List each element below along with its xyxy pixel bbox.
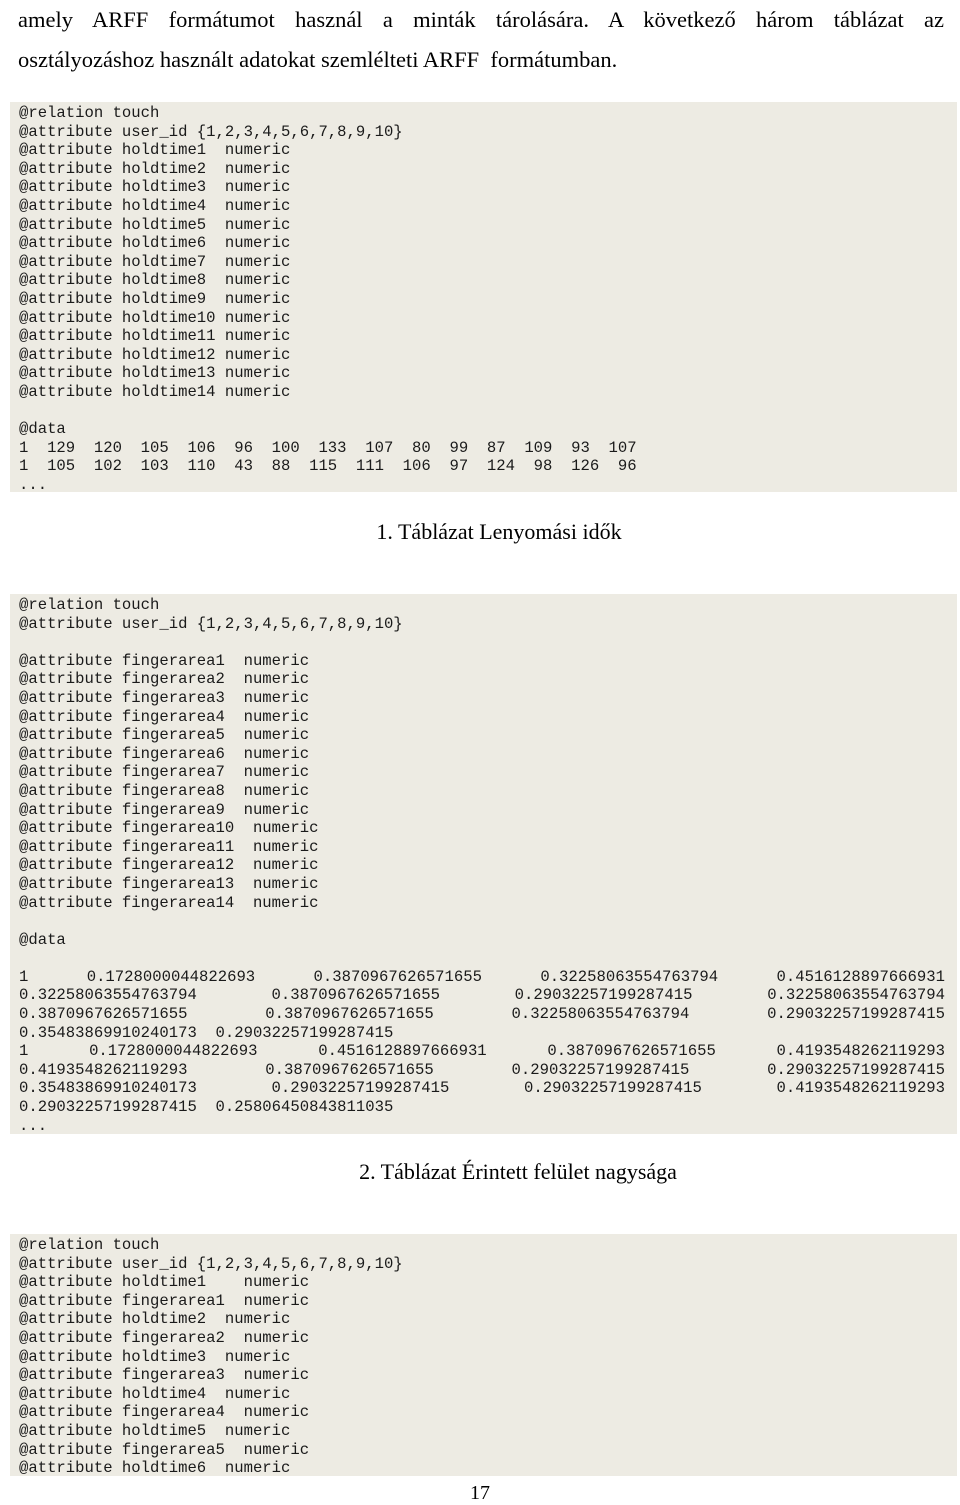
code-line: @attribute fingerarea4 numeric: [19, 707, 310, 726]
data-cell: 0.3870967626571655: [271, 986, 440, 1005]
code-line: @attribute fingerarea1 numeric: [19, 1291, 310, 1310]
data-cell: 0.32258063554763794: [767, 986, 945, 1005]
data-cell: 0.32258063554763794: [511, 1005, 690, 1024]
data-row: [19, 1005, 957, 1024]
data-label: @data: [19, 420, 66, 439]
data-cell: 0.1728000044822693: [86, 967, 256, 986]
intro-paragraph: [18, 0, 944, 80]
code-line: @attribute holdtime6 numeric: [19, 234, 291, 253]
data-cell: 0.3870967626571655: [265, 1005, 434, 1024]
arff-block-holdtimes: [10, 102, 957, 492]
data-cell: 0.1728000044822693: [89, 1042, 258, 1061]
code-line: @attribute fingerarea3 numeric: [19, 1366, 310, 1385]
code-line: @attribute holdtime6 numeric: [19, 1459, 291, 1476]
data-row: [19, 968, 957, 987]
data-row: [19, 1042, 957, 1061]
code-line: @attribute holdtime7 numeric: [19, 252, 291, 271]
code-line: @attribute holdtime3 numeric: [19, 178, 291, 197]
blank-line: [19, 912, 957, 931]
code-line: @attribute holdtime14 numeric: [19, 382, 291, 401]
code-line: @attribute fingerarea12 numeric: [19, 856, 319, 875]
data-cell: 0.35483869910240173 0.29032257199287415: [19, 1023, 394, 1042]
data-row: 1 129 120 105 106 96 100 133 107 80 99 87 109 93 107: [19, 438, 637, 457]
ellipsis: ...: [19, 1116, 48, 1134]
data-cell: 0.29032257199287415: [511, 1060, 690, 1079]
table-caption-2: 2. Táblázat Érintett felület nagysága: [359, 1159, 677, 1184]
data-cell: 0.29032257199287415: [524, 1079, 702, 1098]
code-line: @attribute fingerarea3 numeric: [19, 688, 310, 707]
data-label: @data: [19, 930, 66, 949]
code-line: @attribute fingerarea13 numeric: [19, 874, 319, 893]
data-row: [19, 1079, 957, 1098]
data-cell: 0.4516128897666931: [318, 1042, 487, 1061]
arff-block-combined: [10, 1234, 957, 1476]
data-cell: 0.29032257199287415: [271, 1079, 450, 1098]
code-line: @attribute fingerarea10 numeric: [19, 819, 319, 838]
data-cell: 0.3870967626571655: [265, 1060, 434, 1079]
code-line: @attribute holdtime1 numeric: [19, 1273, 310, 1292]
data-cell: 0.3870967626571655: [547, 1042, 716, 1061]
code-line: @attribute holdtime2 numeric: [19, 159, 291, 178]
code-line: @attribute user_id {1,2,3,4,5,6,7,8,9,10}: [19, 1254, 403, 1273]
code-line: @relation touch: [19, 596, 160, 614]
code-line: @attribute holdtime8 numeric: [19, 271, 291, 290]
blank-line: [19, 949, 957, 968]
data-rows: [19, 968, 957, 1117]
code-line: @attribute fingerarea11 numeric: [19, 837, 319, 856]
code-line: @attribute holdtime10 numeric: [19, 308, 291, 327]
code-line: @attribute holdtime5 numeric: [19, 215, 291, 234]
data-cell: 0.32258063554763794: [19, 986, 197, 1005]
code-line: @attribute holdtime13 numeric: [19, 364, 291, 383]
code-line: @attribute holdtime3 numeric: [19, 1347, 291, 1366]
code-line: @attribute fingerarea14 numeric: [19, 893, 319, 912]
page-number: 17: [470, 1482, 490, 1504]
code-line: @attribute fingerarea5 numeric: [19, 1440, 310, 1459]
ellipsis: ...: [19, 475, 48, 492]
data-cell: 1: [19, 1042, 29, 1061]
code-line: @attribute fingerarea6 numeric: [19, 744, 310, 763]
code-line: @attribute holdtime11 numeric: [19, 327, 291, 346]
data-cell: 0.29032257199287415: [767, 1005, 945, 1024]
data-row: [19, 1061, 957, 1080]
table-caption-1: 1. Táblázat Lenyomási idők: [376, 519, 622, 544]
blank-line: [19, 402, 957, 421]
code-line: @attribute fingerarea2 numeric: [19, 670, 310, 689]
data-cell: 1: [19, 967, 29, 986]
data-cell: 0.32258063554763794: [540, 967, 719, 986]
code-line: @attribute fingerarea7 numeric: [19, 763, 310, 782]
blank-line: [19, 633, 957, 652]
code-line: @attribute holdtime1 numeric: [19, 141, 291, 160]
code-line: @attribute fingerarea8 numeric: [19, 781, 310, 800]
data-row: [19, 1098, 957, 1117]
code-line: @attribute holdtime4 numeric: [19, 1384, 291, 1403]
code-line: @attribute fingerarea4 numeric: [19, 1403, 310, 1422]
data-cell: 0.29032257199287415: [767, 1060, 945, 1079]
code-line: @attribute user_id {1,2,3,4,5,6,7,8,9,10}: [19, 614, 403, 633]
data-row: [19, 986, 957, 1005]
data-cell: 0.4193548262119293: [776, 1079, 945, 1098]
intro-line-2: osztályozáshoz használt adatokat szemlélteti ARFF formátumban.: [18, 47, 618, 72]
code-line: @attribute holdtime9 numeric: [19, 289, 291, 308]
data-cell: 0.3870967626571655: [19, 1005, 188, 1024]
code-line: @attribute holdtime2 numeric: [19, 1310, 291, 1329]
code-line: @attribute user_id {1,2,3,4,5,6,7,8,9,10}: [19, 122, 403, 141]
code-line: @relation touch: [19, 1236, 160, 1254]
data-cell: 0.3870967626571655: [313, 967, 482, 986]
data-cell: 0.29032257199287415: [514, 986, 693, 1005]
data-cell: 0.29032257199287415 0.25806450843811035: [19, 1098, 394, 1117]
code-line: @attribute fingerarea9 numeric: [19, 800, 310, 819]
data-row: 1 105 102 103 110 43 88 115 111 106 97 124 98 126 96: [19, 457, 637, 476]
code-line: @attribute holdtime4 numeric: [19, 196, 291, 215]
code-line: @attribute fingerarea2 numeric: [19, 1328, 310, 1347]
code-line: @attribute holdtime12 numeric: [19, 345, 291, 364]
code-line: @relation touch: [19, 104, 160, 122]
code-line: @attribute holdtime5 numeric: [19, 1421, 291, 1440]
data-cell: 0.4516128897666931: [776, 967, 945, 986]
data-cell: 0.4193548262119293: [776, 1042, 945, 1061]
data-row: [19, 1024, 957, 1043]
code-line: @attribute fingerarea1 numeric: [19, 651, 310, 670]
data-cell: 0.4193548262119293: [19, 1060, 188, 1079]
intro-line-1: amely ARFF formátumot használ a minták tárolására. A következő három táblázat az: [18, 7, 944, 32]
code-line: @attribute fingerarea5 numeric: [19, 726, 310, 745]
data-cell: 0.35483869910240173: [19, 1079, 197, 1098]
arff-block-fingerarea: [10, 594, 957, 1134]
